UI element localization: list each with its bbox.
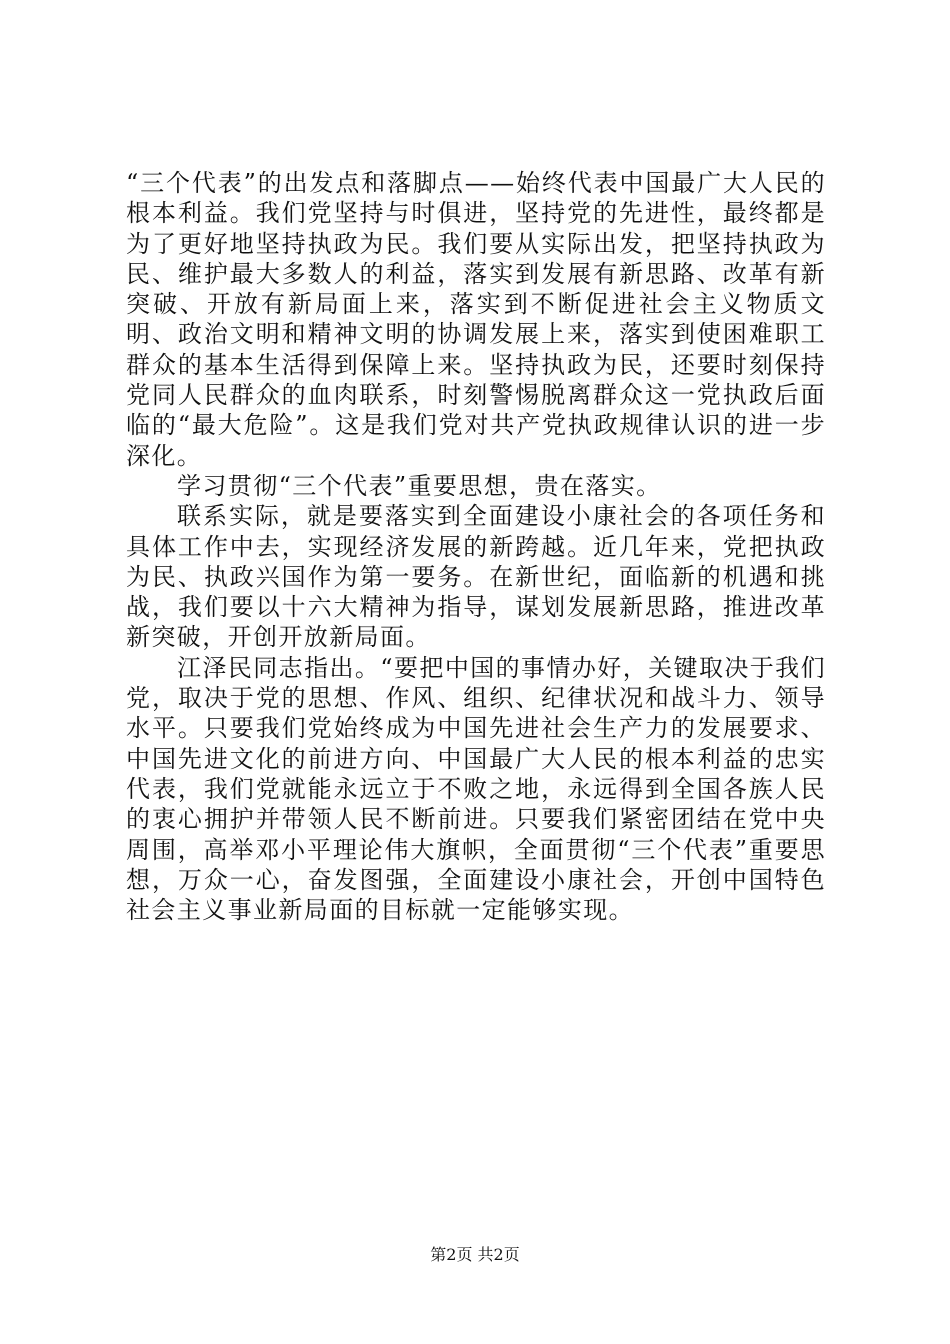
page-footer: 第2页 共2页 — [430, 1245, 520, 1264]
paragraph-continuation: “三个代表”的出发点和落脚点——始终代表中国最广大人民的根本利益。我们党坚持与时俱进，坚持党的先进性，最终都是为了更好地坚持执政为民。我们要从实际出发，把坚持执政为民、维护最大多数人的利益，落实到发展有新思路、改革有新突破、开放有新局面上来，落实到不断促进社会主义物质文明、政治文明和精神文明的协调发展上来，落实到使困难职工群众的基本生活得到保障上来。坚持执政为民，还要时刻保持党同人民群众的血肉联系，时刻警惕脱离群众这一党执政后面临的“最大危险”。这是我们党对共产党执政规律认识的进一步深化。 — [126, 169, 826, 470]
paragraph: 联系实际，就是要落实到全面建设小康社会的各项任务和具体工作中去，实现经济发展的新跨越。近几年来，党把执政为民、执政兴国作为第一要务。在新世纪，面临新的机遇和挑战，我们要以十六大精神为指导，谋划发展新思路，推进改革新突破，开创开放新局面。 — [126, 502, 826, 652]
paragraph: 江泽民同志指出。“要把中国的事情办好，关键取决于我们党，取决于党的思想、作风、组织、纪律状况和战斗力、领导水平。只要我们党始终成为中国先进社会生产力的发展要求、中国先进文化的前进方向、中国最广大人民的根本利益的忠实代表，我们党就能永远立于不败之地，永远得到全国各族人民的衷心拥护并带领人民不断前进。只要我们紧密团结在党中央周围，高举邓小平理论伟大旗帜，全面贯彻“三个代表”重要思想，万众一心，奋发图强，全面建设小康社会，开创中国特色社会主义事业新局面的目标就一定能够实现。 — [126, 653, 826, 925]
paragraph: 学习贯彻“三个代表”重要思想，贵在落实。 — [177, 471, 662, 500]
body-text — [126, 168, 826, 925]
